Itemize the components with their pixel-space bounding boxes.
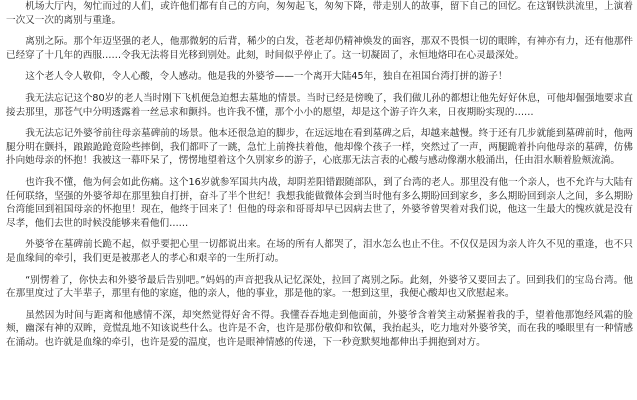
paragraph-4: 我无法忘记这个80岁的老人当时刚下飞机便急迫想去墓地的情景。当时已经是傍晚了，我们做儿孙的都想让他先好好休息，可他却倔强地要求直接去那里，那苍气中分明透露着一丝忌求和颤抖。也许我不懂，那个小小的愿望，却是这个游子许久来，日夜期盼实现的…… [6,92,633,118]
paragraph-8: “别愣着了，你快去和外婆爷最后告别吧。”妈妈的声音把我从记忆深处，拉回了离别之际。此刻，外婆爷又要回去了。回到我们的宝岛台湾。他在那里度过了大半辈子，那里有他的家庭，他的亲人，他的事业，那是他的家。一想到这里，我便心酸却也又欣慰起来。 [6,274,633,300]
paragraph-9: 虽然因为时间与距离和他感情不深，却突然觉得好舍不得。我懂吞吞地走到他面前，外婆爷含着笑主动紧握着我的手，望着他那饱经风霜的脸颊，幽深有神的双眸，竟慌乱地不知该说些什么。也许是不舍，也许是那份敬仰和钦佩，我抬起头，吃力地对外婆爷笑，而在我的嗓眼里有一种情感在涌动。也许就是血缘的牵引，也许是爱的温度，也许是眼神情感的传递，下一秒竟默契地都伸出手拥抱到对方。 [6,309,633,348]
paragraph-1: 机场大厅内，匆忙而过的人们，或许他们都有自己的方向，匆匆起飞，匆匆下降，带走别人的故事，留下自己的回忆。在这钢铁洪流里，上演着一次又一次的离别与重逢。 [6,1,633,26]
paragraph-3: 这个老人令人敬仰，令人心酸，令人感动。他是我的外婆爷——一个离开大陆45年，独自在祖国台湾打拼的游子！ [25,71,508,83]
paragraph-2: 离别之际。那个年迈坚强的老人，他那微躬的后背，稀少的白发，苍老却仍精神焕发的面容，那双不畏惧一切的眼眸，有神亦有力，还有他那件已经穿了十几年的西服……令我无法将目光移到别处。此刻，时间似乎停止了。这一切凝固了，永恒地烙印在心灵最深处。 [6,36,633,61]
paragraph-5: 我无法忘记外婆爷前往母亲墓碑前的场景。他本还很急迫的脚步，在远远地在看到墓碑之后，却越来越慢。终于还有几步就能到墓碑前时，他两腿分明在颤抖，踉踉跄跄竟险些摔倒，我们都吓了一跳，急忙上前搀扶着他，他却像个孩子一样，突然过了一声，两腿跪着扑向他母亲的墓碑，仿佛扑向她母亲的怀抱！我被这一幕吓呆了，愣愣地望着这个久别家乡的游子，心底那无法言表的心酸与感动像潮水般涌出，任由泪水顺着脸颊流淌。 [6,128,633,167]
paragraph-7: 外婆爷在墓碑前长跪不起，似乎要把心里一切都说出来。在场的所有人都哭了，泪水怎么也止不住。不仅仅是因为亲人许久不见的重逢，也不只是血缘间的牵引，我们更是被那老人的孝心和艰辛的一生所打动。 [6,239,633,264]
paragraph-6: 也许我不懂，他为何会如此伤痛。这个16岁就参军国共内战，却阴差阳错跟随部队，到了台湾的老人。那里没有他一个亲人，也不允许与大陆有任何联络，坚强的外婆爷却在那里独自打拼，奋斗了半个世纪！我想我能做微体会到当时他有多么期盼回到家乡，多么期盼回到亲人之间，多么期盼台湾能回到祖国母亲的怀抱里！现在，他终于回来了！但他的母亲和哥哥却早已因病去世了，外婆爷曾哭着对我们说，他这一生最大的愧疚就是没有尽孝，他们去世的时候没能够来看他们…… [6,176,633,229]
